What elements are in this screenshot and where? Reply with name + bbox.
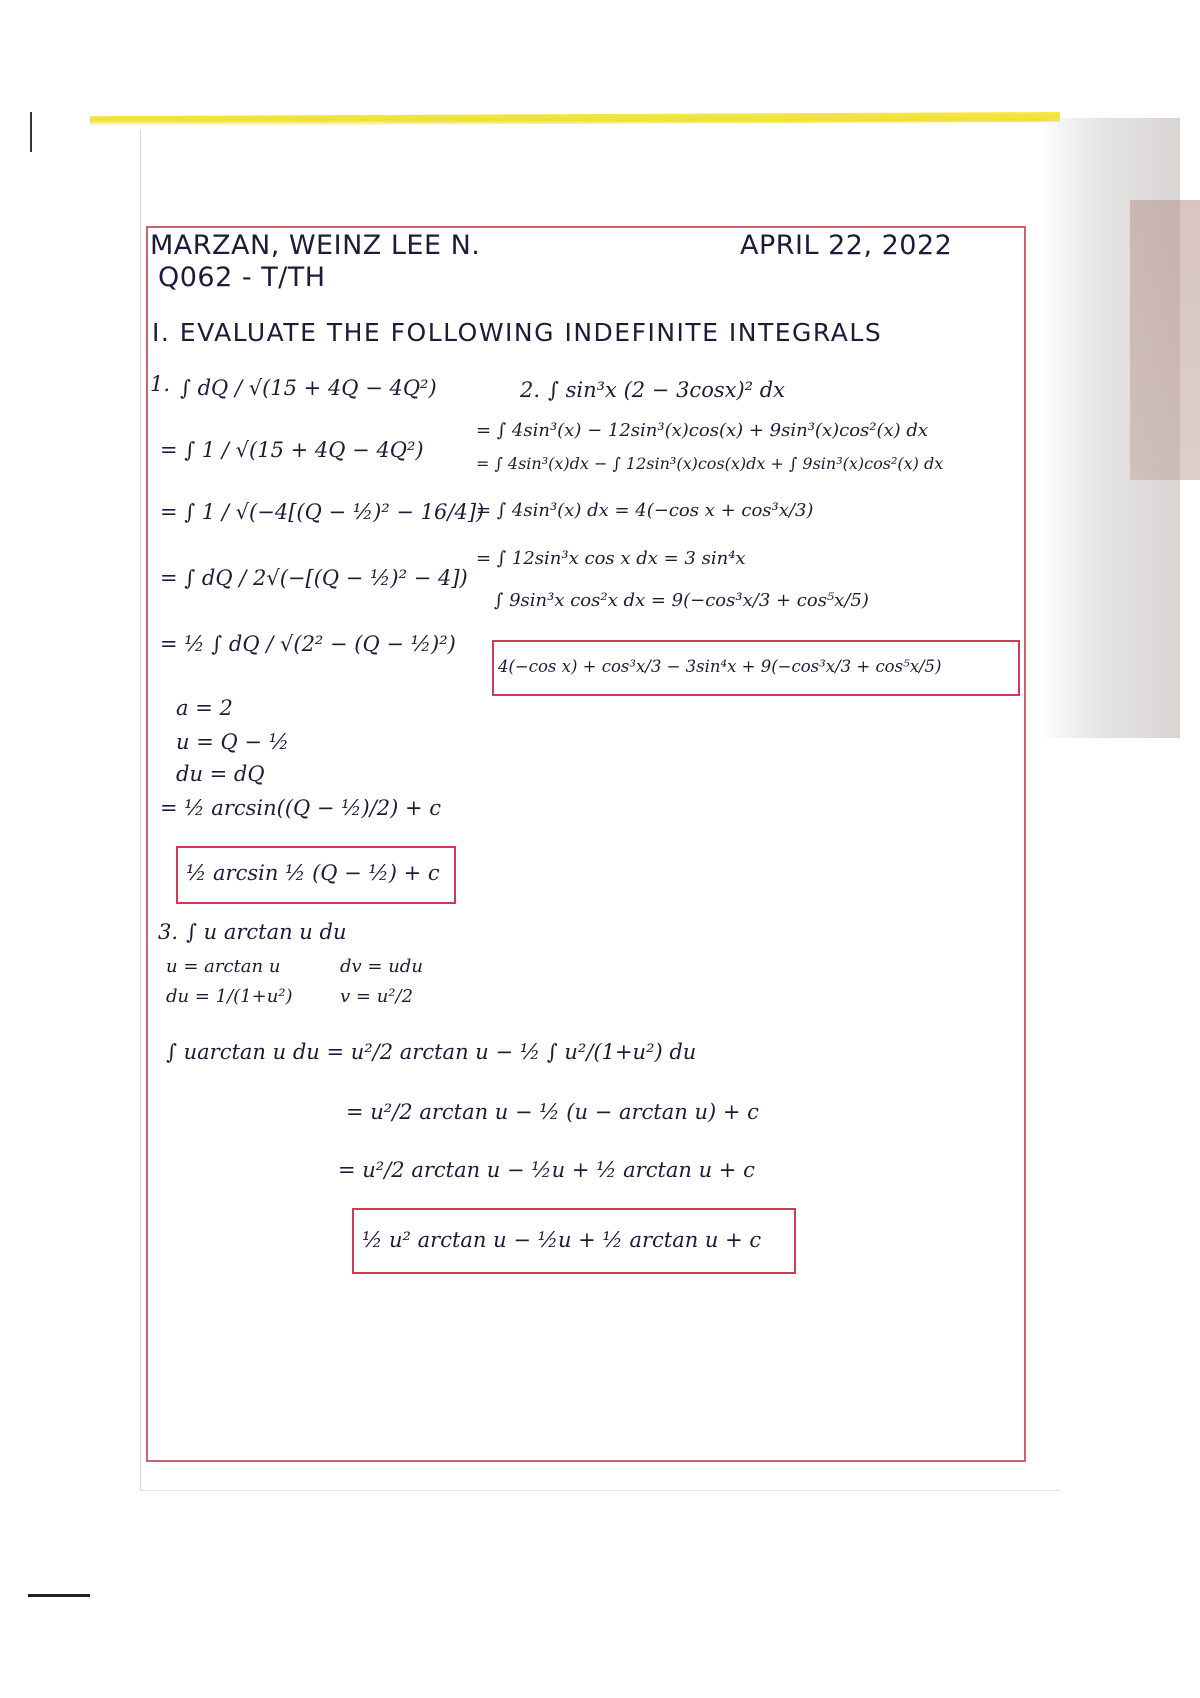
- problem-1-sub-a: a = 2: [176, 696, 233, 720]
- problem-2-answer: 4(−cos x) + cos³x/3 − 3sin⁴x + 9(−cos³x/3 + cos⁵x/5): [498, 657, 942, 676]
- problem-3-title: ∫ u arctan u du: [186, 920, 347, 944]
- problem-1-number: 1.: [150, 372, 171, 396]
- problem-3-sub-u: u = arctan u: [166, 956, 281, 977]
- problem-3-sub-v: v = u²/2: [340, 986, 414, 1007]
- problem-1-line-5: = ½ ∫ dQ / √(2² − (Q − ½)²): [160, 632, 456, 656]
- problem-2-line-4: = ∫ 4sin³(x) dx = 4(−cos x + cos³x/3): [476, 500, 814, 521]
- problem-2-number: 2.: [520, 378, 541, 402]
- problem-2-line-1: ∫ sin³x (2 − 3cosx)² dx: [548, 378, 786, 402]
- problem-1-sub-du: du = dQ: [176, 762, 265, 786]
- page-border: [146, 226, 1026, 1462]
- scan-edge-mark: [30, 112, 32, 152]
- problem-3-number: 3.: [158, 920, 179, 944]
- problem-2-line-5: = ∫ 12sin³x cos x dx = 3 sin⁴x: [476, 548, 746, 569]
- problem-3-answer: ½ u² arctan u − ½u + ½ arctan u + c: [362, 1228, 762, 1252]
- submission-date: APRIL 22, 2022: [740, 230, 953, 261]
- problem-3-sub-du: du = 1/(1+u²): [166, 986, 293, 1007]
- problem-1-line-1: ∫ dQ / √(15 + 4Q − 4Q²): [180, 376, 437, 400]
- problem-3-line-2: = u²/2 arctan u − ½ (u − arctan u) + c: [346, 1100, 759, 1124]
- instruction-heading: I. EVALUATE THE FOLLOWING INDEFINITE INTEGRALS: [152, 318, 883, 347]
- problem-1-step: = ½ arcsin((Q − ½)/2) + c: [160, 796, 442, 820]
- background-surface: [1130, 200, 1200, 480]
- problem-2-line-6: ∫ 9sin³x cos²x dx = 9(−cos³x/3 + cos⁵x/5): [494, 590, 869, 611]
- problem-3-line-1: ∫ uarctan u du = u²/2 arctan u − ½ ∫ u²/(1+u²) du: [166, 1040, 697, 1064]
- student-name: MARZAN, WEINZ LEE N.: [150, 230, 481, 261]
- scan-edge-mark-bottom: [28, 1594, 90, 1597]
- class-section: Q062 - T/TH: [158, 262, 326, 293]
- problem-3-line-3: = u²/2 arctan u − ½u + ½ arctan u + c: [338, 1158, 755, 1182]
- paper-margin-line: [140, 130, 141, 1490]
- problem-1-sub-u: u = Q − ½: [176, 730, 289, 754]
- problem-2-line-3: = ∫ 4sin³(x)dx − ∫ 12sin³(x)cos(x)dx + ∫ 9sin³(x)cos²(x) dx: [476, 454, 944, 473]
- yellow-tape-strip: [90, 112, 1060, 126]
- problem-1-line-4: = ∫ dQ / 2√(−[(Q − ½)² − 4]): [160, 566, 468, 590]
- problem-1-line-2: = ∫ 1 / √(15 + 4Q − 4Q²): [160, 438, 424, 462]
- problem-2-line-2: = ∫ 4sin³(x) − 12sin³(x)cos(x) + 9sin³(x)cos²(x) dx: [476, 420, 929, 441]
- problem-1-answer: ½ arcsin ½ (Q − ½) + c: [186, 861, 440, 885]
- problem-1-line-3: = ∫ 1 / √(−4[(Q − ½)² − 16/4]): [160, 500, 485, 524]
- paper-bottom-line: [140, 1490, 1060, 1491]
- problem-3-sub-dv: dv = udu: [340, 956, 423, 977]
